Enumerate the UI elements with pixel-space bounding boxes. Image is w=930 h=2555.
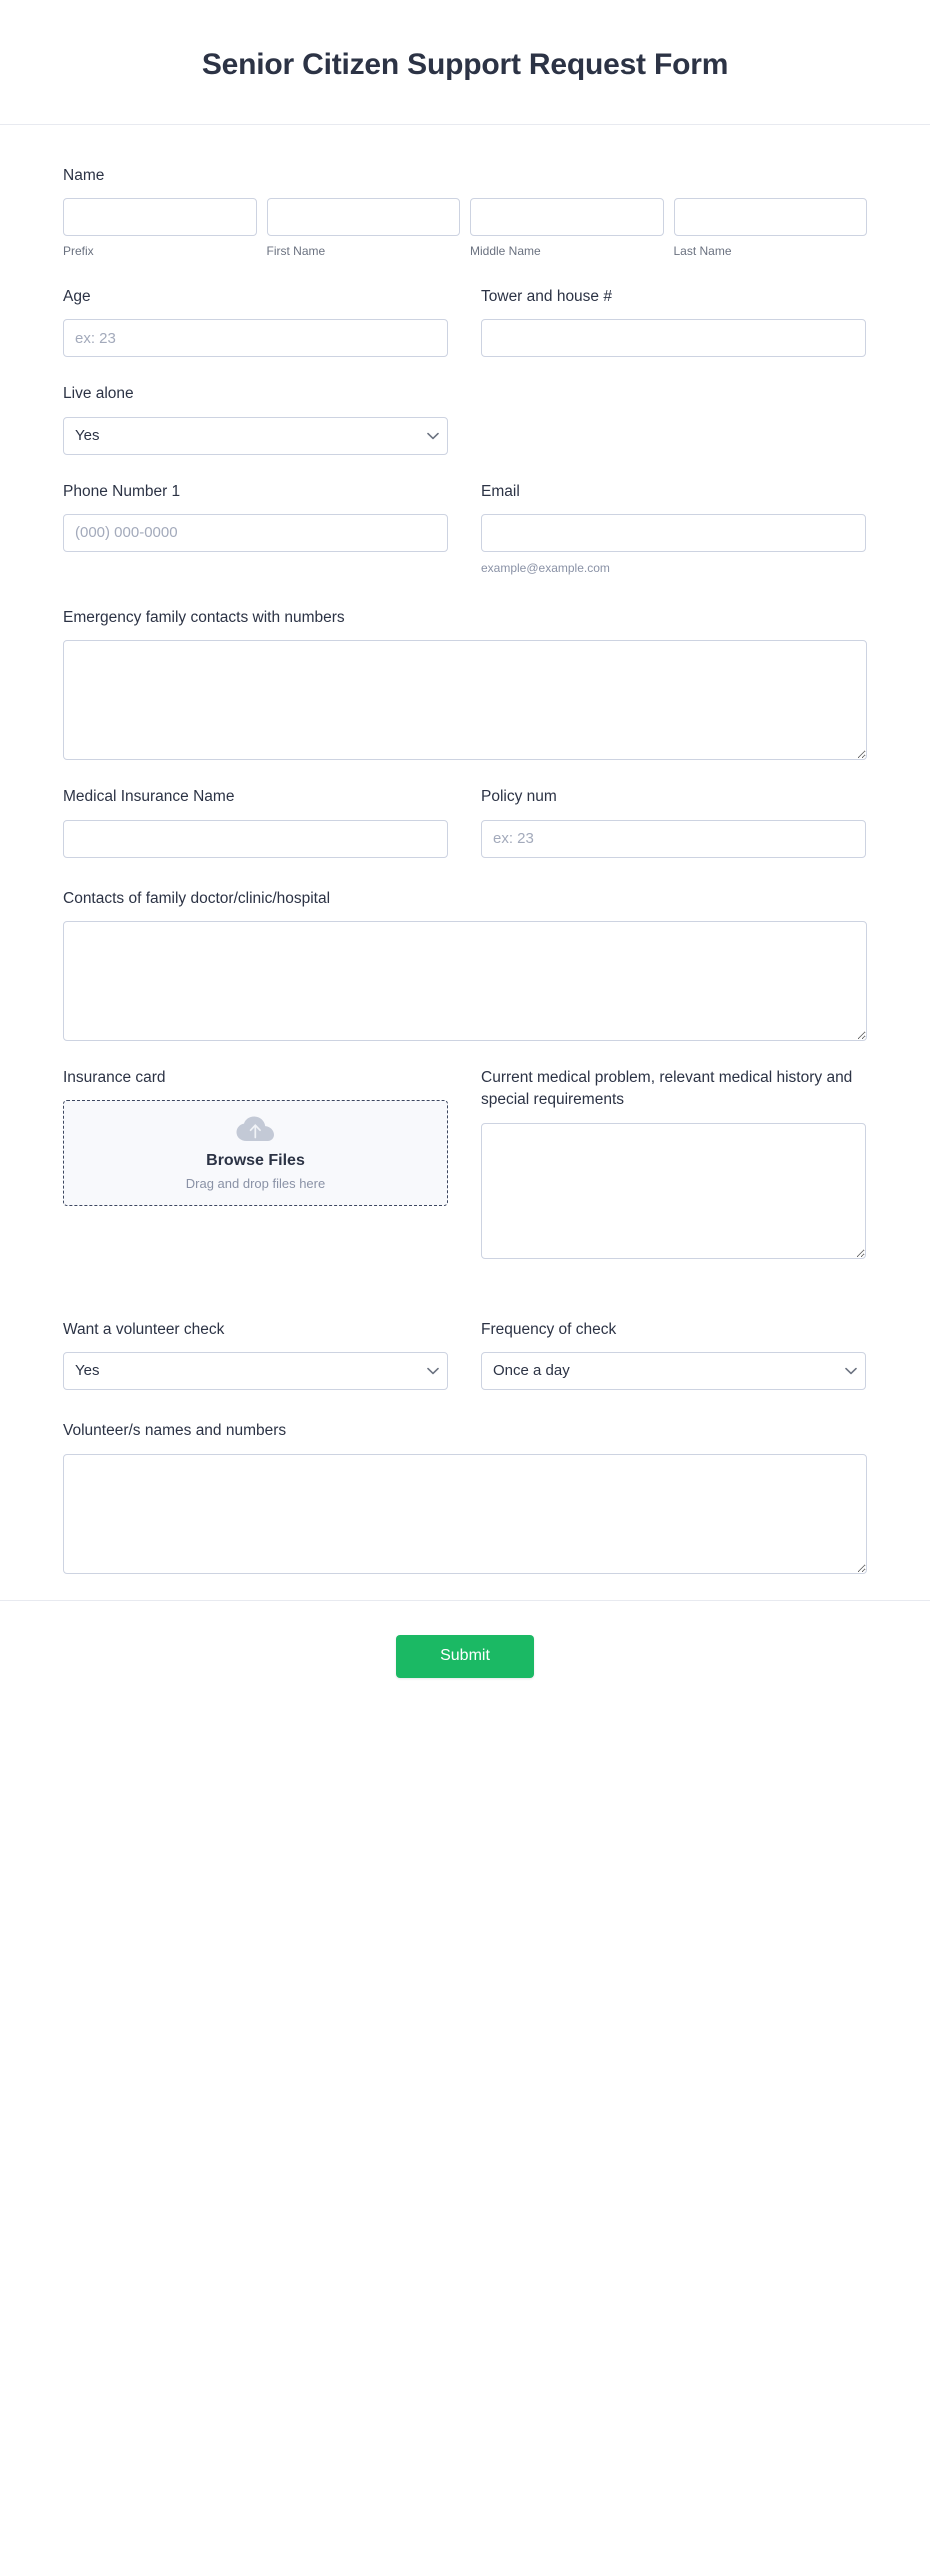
emergency-contacts-textarea[interactable] — [63, 640, 867, 760]
email-input[interactable] — [481, 514, 866, 552]
name-subfields — [63, 198, 867, 260]
last-name-sublabel: Last Name — [673, 243, 732, 258]
insurance-card-upload-dropzone[interactable] — [63, 1100, 448, 1206]
label-insurance-card: Insurance card — [63, 1068, 166, 1086]
browse-files-label: Browse Files — [206, 1151, 305, 1169]
page-title: Senior Citizen Support Request Form — [201, 48, 729, 81]
form-body — [0, 125, 930, 1574]
label-want-volunteer-check: Want a volunteer check — [63, 1320, 225, 1338]
email-hint: example@example.com — [481, 560, 610, 575]
prefix-sublabel: Prefix — [63, 243, 94, 258]
tower-house-input[interactable] — [481, 319, 866, 357]
field-medical-problem — [481, 1067, 866, 1259]
field-live-alone — [63, 383, 448, 454]
policy-num-input[interactable] — [481, 820, 866, 858]
field-name — [63, 165, 867, 260]
name-part-middle — [470, 198, 664, 260]
phone-number-1-input[interactable] — [63, 514, 448, 552]
field-emergency-contacts — [63, 607, 867, 760]
label-doctor-contacts: Contacts of family doctor/clinic/hospital — [63, 889, 331, 907]
frequency-of-check-select-wrap — [481, 1352, 866, 1390]
label-age: Age — [63, 287, 91, 305]
label-medical-insurance-name: Medical Insurance Name — [63, 788, 235, 806]
field-want-volunteer-check — [63, 1319, 448, 1390]
label-policy-num: Policy num — [481, 788, 557, 806]
field-medical-insurance-name — [63, 786, 448, 857]
field-phone-number-1 — [63, 481, 448, 577]
form-footer — [0, 1600, 930, 1728]
live-alone-select[interactable] — [63, 417, 448, 455]
medical-problem-textarea[interactable] — [481, 1123, 866, 1259]
live-alone-select-wrap — [63, 417, 448, 455]
name-part-prefix — [63, 198, 257, 260]
form-header — [0, 0, 930, 125]
middle-name-input[interactable] — [470, 198, 664, 236]
drag-and-drop-label: Drag and drop files here — [185, 1175, 326, 1191]
first-name-sublabel: First Name — [266, 243, 326, 258]
cloud-upload-icon — [236, 1116, 276, 1144]
prefix-input[interactable] — [63, 198, 257, 236]
row-age-tower — [63, 286, 867, 383]
spacer-live-alone — [481, 383, 866, 480]
field-policy-num — [481, 786, 866, 857]
field-volunteer-names — [63, 1420, 867, 1573]
age-input[interactable] — [63, 319, 448, 357]
label-volunteer-names: Volunteer/s names and numbers — [63, 1422, 287, 1440]
field-frequency-of-check — [481, 1319, 866, 1390]
label-medical-problem: Current medical problem, relevant medical history and special requirements — [481, 1068, 853, 1109]
last-name-input[interactable] — [674, 198, 868, 236]
field-tower-house — [481, 286, 866, 357]
field-email — [481, 481, 866, 577]
row-insurance-policy — [63, 786, 867, 883]
want-volunteer-check-select[interactable] — [63, 1352, 448, 1390]
frequency-of-check-select[interactable] — [481, 1352, 866, 1390]
field-age — [63, 286, 448, 357]
first-name-input[interactable] — [267, 198, 461, 236]
label-emergency-contacts: Emergency family contacts with numbers — [63, 608, 345, 626]
want-volunteer-check-select-wrap — [63, 1352, 448, 1390]
row-phone-email — [63, 481, 867, 603]
middle-name-sublabel: Middle Name — [470, 243, 541, 258]
label-email: Email — [481, 482, 520, 500]
label-tower-house: Tower and house # — [481, 287, 612, 305]
label-frequency-of-check: Frequency of check — [481, 1320, 617, 1338]
name-part-first — [267, 198, 461, 260]
submit-button[interactable]: Submit — [396, 1635, 534, 1678]
medical-insurance-name-input[interactable] — [63, 820, 448, 858]
volunteer-names-textarea[interactable] — [63, 1454, 867, 1574]
name-part-last — [674, 198, 868, 260]
row-insurance-card-medical-problem — [63, 1067, 867, 1285]
label-name: Name — [63, 166, 105, 184]
field-insurance-card — [63, 1067, 448, 1259]
row-volunteer-check — [63, 1319, 867, 1416]
row-live-alone — [63, 383, 867, 480]
label-phone-number-1: Phone Number 1 — [63, 482, 181, 500]
field-doctor-contacts — [63, 888, 867, 1041]
doctor-contacts-textarea[interactable] — [63, 921, 867, 1041]
label-live-alone: Live alone — [63, 385, 134, 403]
